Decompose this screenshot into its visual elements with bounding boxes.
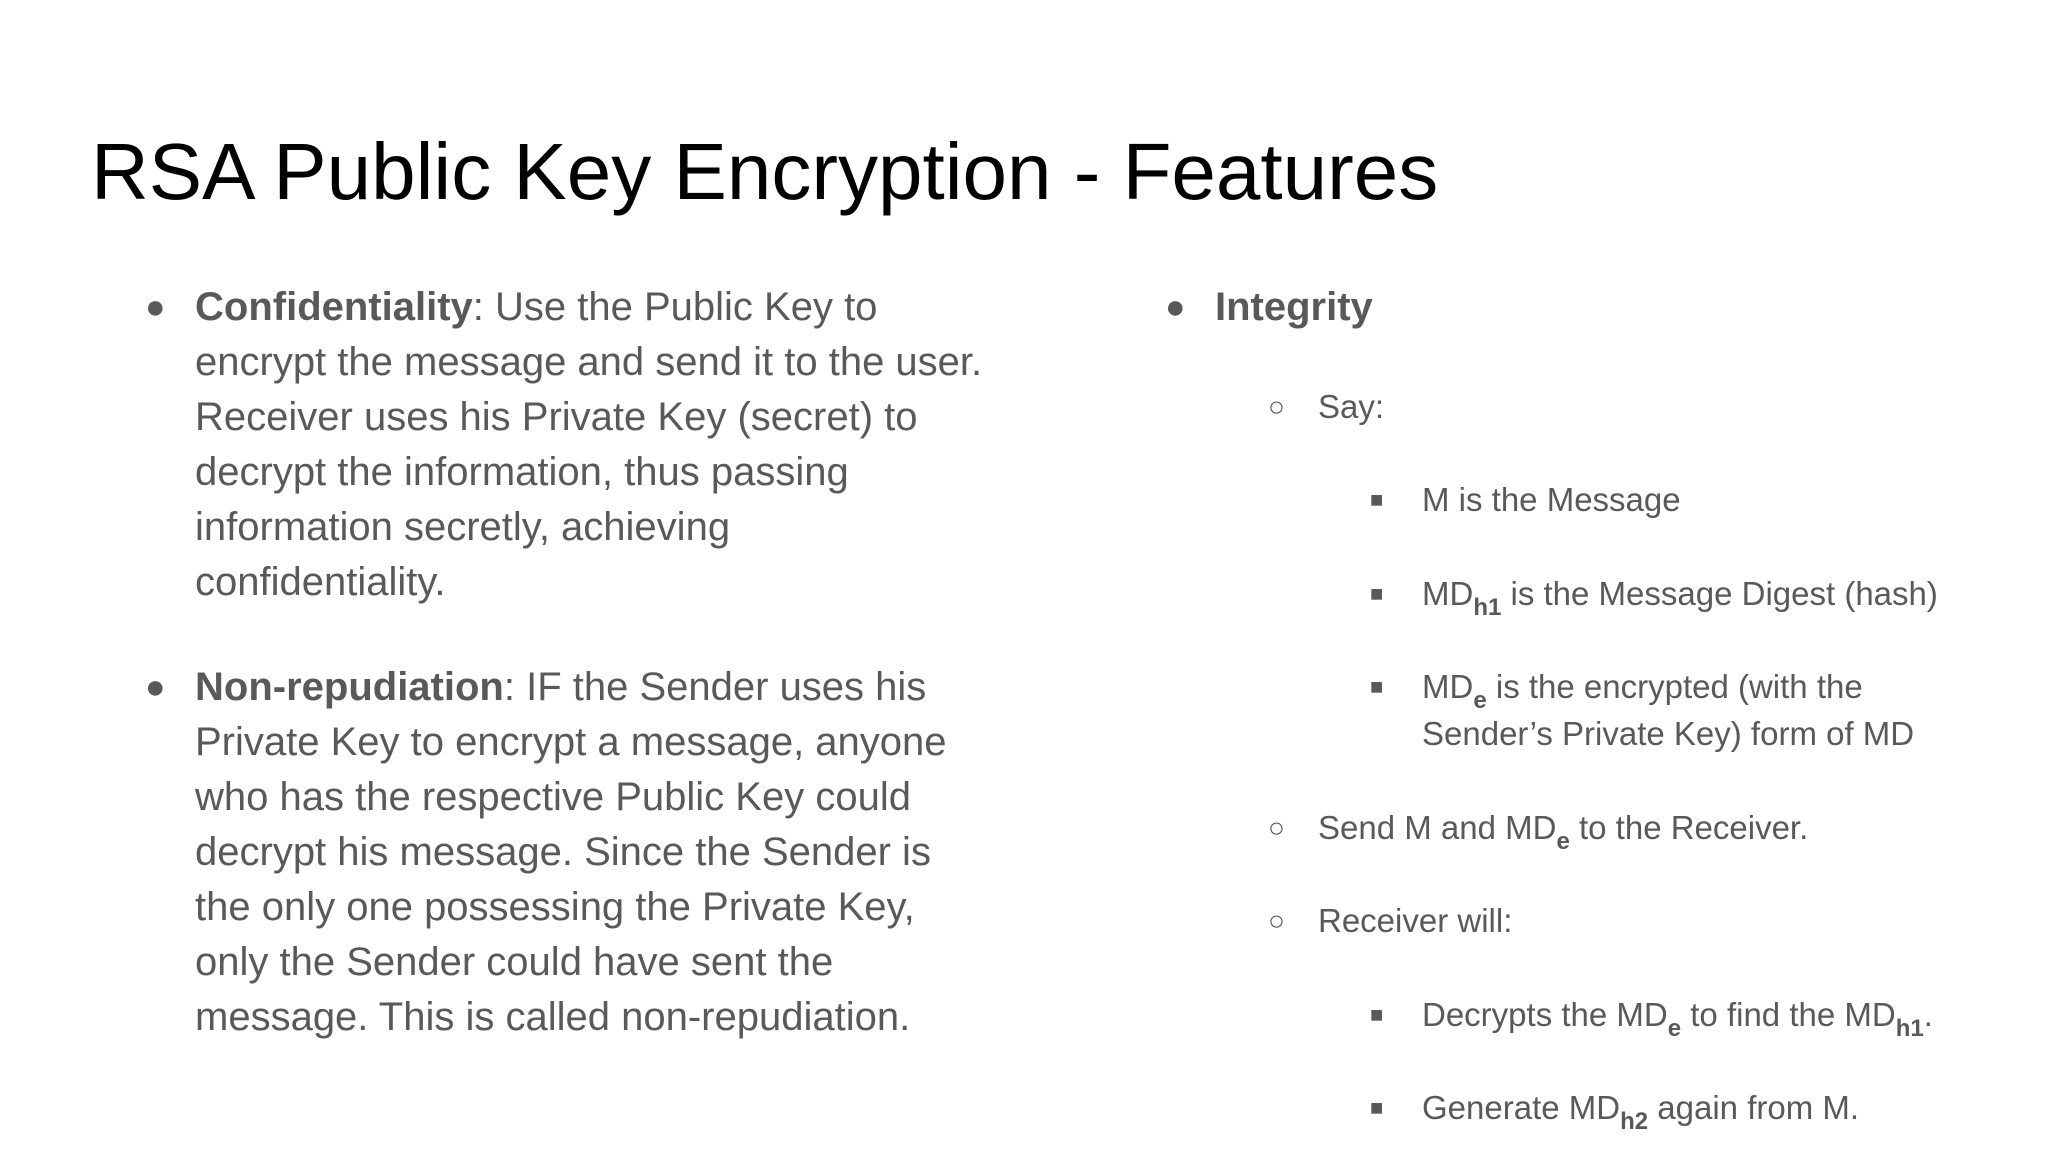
list-item-md-e: ■ $MD_e$ is the encrypted (with the Sender’s Private Key) form of MD xyxy=(1422,663,1962,757)
list-item-md-h1: ■ $MD_{h1}$ is the Message Digest (hash) xyxy=(1422,570,1938,617)
bullet-dot-icon: ● xyxy=(1165,288,1186,326)
list-item-message: ■ M is the Message xyxy=(1422,476,1681,523)
square-bullet-icon: ■ xyxy=(1370,487,1384,512)
bullet-dot-icon: ● xyxy=(145,288,166,326)
bullet-dot-icon: ● xyxy=(145,668,166,706)
sub-bullet-say: ○ Say: xyxy=(1318,383,1384,430)
confidentiality-text: : Use the Public Key to encrypt the message and send it to the user. Receiver uses his Private Key (secret) to decrypt the information, thus passing information secretly, achieving confidentiality. xyxy=(195,285,983,604)
circle-bullet-icon: ○ xyxy=(1268,812,1285,843)
bullet-integrity xyxy=(1165,280,1915,335)
sub-bullet-receiver: ○ Receiver will: xyxy=(1318,897,1512,944)
list-item-decrypt: ■ Decrypts the $MD_e$ to find the $MD_{h1}$. xyxy=(1422,991,1933,1038)
bullet-confidentiality xyxy=(145,280,985,610)
circle-bullet-icon: ○ xyxy=(1268,905,1285,936)
square-bullet-icon: ■ xyxy=(1370,674,1384,699)
sub-bullet-send: ○ Send M and $MD_e$ to the Receiver. xyxy=(1318,804,1808,851)
non-repudiation-text: : IF the Sender uses his Private Key to encrypt a message, anyone who has the respective Public Key could decrypt his message. Since the Sender is the only one possessing the Private Key, only the Sender could have sent the message. This is called non-repudiation. xyxy=(195,665,947,1039)
term-non-repudiation: Non-repudiation xyxy=(195,665,504,709)
circle-bullet-icon: ○ xyxy=(1268,391,1285,422)
term-confidentiality: Confidentiality xyxy=(195,285,473,329)
square-bullet-icon: ■ xyxy=(1370,581,1384,606)
square-bullet-icon: ■ xyxy=(1370,1095,1384,1120)
term-integrity: Integrity xyxy=(1215,285,1373,329)
list-item-generate: ■ Generate $MD_{h2}$ again from M. xyxy=(1422,1084,1859,1131)
bullet-non-repudiation xyxy=(145,660,985,1045)
slide-title: RSA Public Key Encryption - Features xyxy=(91,127,1439,216)
square-bullet-icon: ■ xyxy=(1370,1002,1384,1027)
